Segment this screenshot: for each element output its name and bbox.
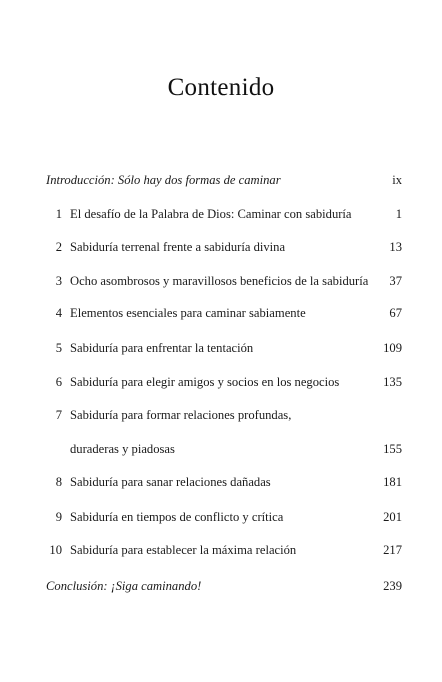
toc-entry-text: Ocho asombrosos y maravillosos beneficios de la sabiduría <box>70 274 369 288</box>
toc-entry-introduction <box>46 170 402 190</box>
page-title: Contenido <box>167 74 275 101</box>
toc-entry-text: Sabiduría para formar relaciones profundas, <box>70 408 292 422</box>
toc-entry-number: 8 <box>55 475 62 489</box>
toc-entry-text: Sabiduría en tiempos de conflicto y crítica <box>70 510 284 524</box>
toc-entry-number: 4 <box>55 306 62 320</box>
toc-entry-chapter-1 <box>46 204 402 224</box>
toc-entry-page: ix <box>392 173 402 187</box>
toc-entry-page: 1 <box>395 207 402 221</box>
toc-entry-page: 67 <box>389 306 402 320</box>
toc-entry-chapter-4 <box>46 303 402 323</box>
toc-entry-chapter-8 <box>46 472 402 492</box>
toc-entry-chapter-9 <box>46 507 402 527</box>
toc-entry-text: El desafío de la Palabra de Dios: Caminar con sabiduría <box>70 207 352 221</box>
toc-entry-number: 6 <box>55 375 62 389</box>
toc-entry-number: 1 <box>55 207 62 221</box>
toc-entry-chapter-7-continued <box>46 439 402 459</box>
toc-entry-chapter-5 <box>46 338 402 358</box>
toc-entry-text: Introducción: Sólo hay dos formas de caminar <box>46 173 281 187</box>
toc-entry-text: Sabiduría terrenal frente a sabiduría divina <box>70 240 286 254</box>
toc-entry-text: duraderas y piadosas <box>70 442 175 456</box>
toc-entry-chapter-10 <box>46 540 402 560</box>
toc-entry-page: 135 <box>383 375 402 389</box>
toc-entry-number: 3 <box>55 274 62 288</box>
toc-entry-text: Sabiduría para sanar relaciones dañadas <box>70 475 271 489</box>
toc-entry-number: 7 <box>55 408 62 422</box>
toc-entry-page: 181 <box>383 475 402 489</box>
toc-entry-page: 37 <box>389 274 402 288</box>
toc-entry-number: 10 <box>49 543 62 557</box>
toc-entry-text: Elementos esenciales para caminar sabiamente <box>70 306 306 320</box>
toc-entry-page: 109 <box>383 341 402 355</box>
toc-entry-page: 155 <box>383 442 402 456</box>
toc-entry-number: 5 <box>55 341 62 355</box>
toc-entry-chapter-3 <box>46 271 402 291</box>
toc-entry-chapter-7 <box>46 405 402 425</box>
toc-entry-page: 201 <box>383 510 402 524</box>
toc-entry-chapter-2 <box>46 237 402 257</box>
toc-entry-page: 239 <box>383 579 402 593</box>
toc-entry-page: 13 <box>389 240 402 254</box>
toc-entry-number: 2 <box>55 240 62 254</box>
toc-entry-text: Sabiduría para enfrentar la tentación <box>70 341 254 355</box>
toc-entry-conclusion <box>46 576 402 596</box>
toc-entry-text: Sabiduría para establecer la máxima relación <box>70 543 297 557</box>
toc-entry-text: Conclusión: ¡Siga caminando! <box>46 579 202 593</box>
toc-entry-text: Sabiduría para elegir amigos y socios en los negocios <box>70 375 340 389</box>
toc-entry-chapter-6 <box>46 372 402 392</box>
toc-entry-number: 9 <box>55 510 62 524</box>
toc-entry-page: 217 <box>383 543 402 557</box>
